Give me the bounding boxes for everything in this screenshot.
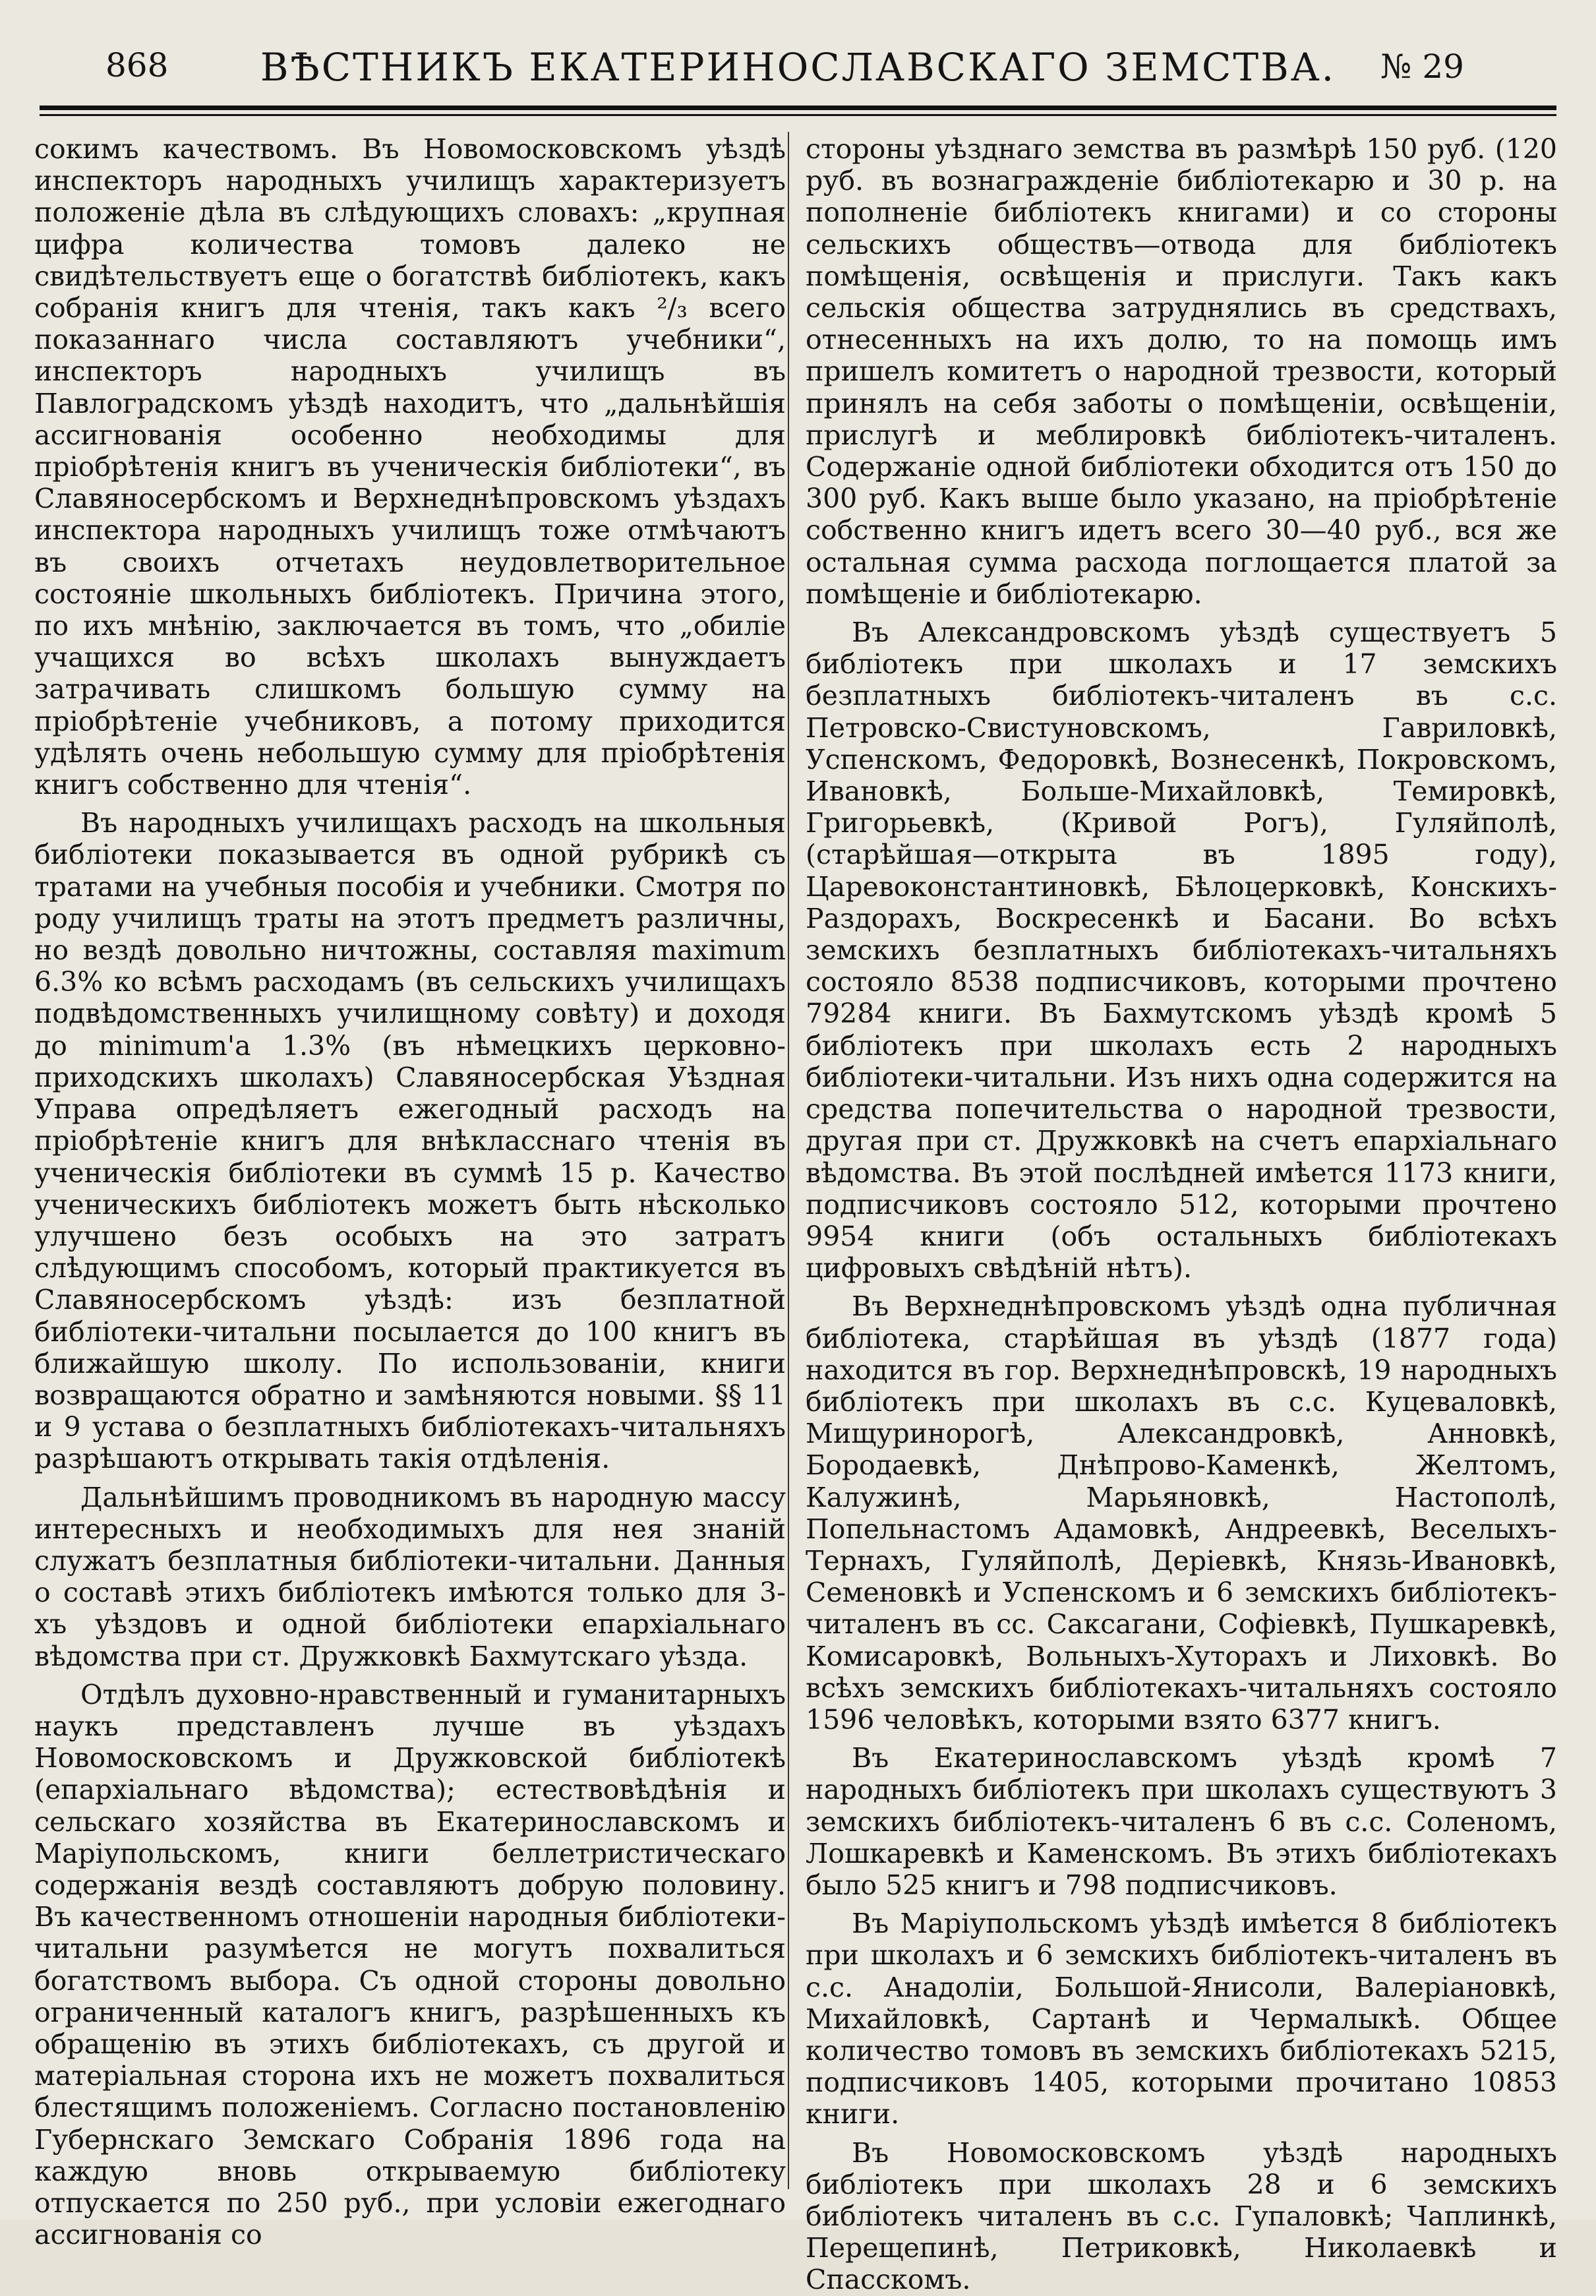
column-divider: [788, 132, 789, 2189]
right-column: [806, 133, 1557, 2296]
paragraph: Отдѣлъ духовно-нравственный и гуманитарныхъ наукъ представленъ лучше въ уѣздахъ Новомосковскомъ и Дружковской библіотекѣ (епархіальнаго вѣдомства); естествовѣдѣнія и сельскаго хозяйства въ Екатеринославскомъ и Маріупольскомъ, книги беллетристическаго содержанія вездѣ составляютъ добрую половину. Въ качественномъ отношеніи народныя библіотеки-читальни разумѣется не могутъ похвалиться богатствомъ выбора. Съ одной стороны довольно ограниченный каталогъ книгъ, разрѣшенныхъ къ обращенію въ этихъ библіотекахъ, съ другой и матеріальная сторона ихъ не можетъ похвалиться блестящимъ положеніемъ. Согласно постановленію Губернскаго Земскаго Собранія 1896 года на каждую вновь открываемую библіотеку отпускается по 250 руб., при условіи ежегоднаго ассигнованія со: [34, 1678, 786, 2251]
paragraph: Въ Новомосковскомъ уѣздѣ народныхъ библіотекъ при школахъ 28 и 6 земскихъ библіотекъ читаленъ въ с.с. Гупаловкѣ; Чаплинкѣ, Перещепинѣ, Петриковкѣ, Николаевкѣ и Спасскомъ.: [806, 2136, 1557, 2296]
page-header: [40, 38, 1556, 104]
journal-title: ВѢСТНИКЪ ЕКАТЕРИНОСЛАВСКАГО ЗЕМСТВА.: [260, 45, 1336, 90]
paragraph: Въ Екатеринославскомъ уѣздѣ кромѣ 7 народныхъ библіотекъ при школахъ существуютъ 3 земскихъ библіотекъ-читаленъ 6 въ с.с. Соленомъ, Лошкаревкѣ и Каменскомъ. Въ этихъ библіотекахъ было 525 книгъ и 798 подписчиковъ.: [806, 1742, 1557, 1901]
paragraph: сокимъ качествомъ. Въ Новомосковскомъ уѣздѣ инспекторъ народныхъ училищъ характеризуетъ положеніе дѣла въ слѣдующихъ словахъ: „крупная цифра количества томовъ далеко не свидѣтельствуетъ еще о богатствѣ библіотекъ, какъ собранія книгъ для чтенія, такъ какъ ²/₃ всего показаннаго числа составляютъ учебники“, инспекторъ народныхъ училищъ въ Павлоградскомъ уѣздѣ находитъ, что „дальнѣйшія ассигнованія особенно необходимы для пріобрѣтенія книгъ въ ученическія библіотеки“, въ Славяносербскомъ и Верхнеднѣпровскомъ уѣздахъ инспектора народныхъ училищъ тоже отмѣчаютъ въ своихъ отчетахъ неудовлетворительное состояніе школьныхъ библіотекъ. Причина этого, по ихъ мнѣнію, заключается въ томъ, что „обиліе учащихся во всѣхъ школахъ вынуждаетъ затрачивать слишкомъ большую сумму на пріобрѣтеніе учебниковъ, а потому приходится удѣлять очень небольшую сумму для пріобрѣтенія книгъ собственно для чтенія“.: [34, 133, 786, 801]
paragraph: стороны уѣзднаго земства въ размѣрѣ 150 руб. (120 руб. въ вознагражденіе библіотекарю и 30 р. на пополненіе библіотекъ книгами) и со стороны сельскихъ обществъ—отвода для библіотекъ помѣщенія, освѣщенія и прислуги. Такъ какъ сельскія общества затруднялись въ средствахъ, отнесенныхъ на ихъ долю, то на помощь имъ пришелъ комитетъ о народной трезвости, который принялъ на себя заботы о помѣщеніи, освѣщеніи, прислугѣ и меблировкѣ библіотекъ-читаленъ. Содержаніе одной библіотеки обходится отъ 150 до 300 руб. Какъ выше было указано, на пріобрѣтеніе собственно книгъ идетъ всего 30—40 руб., вся же остальная сумма расхода поглощается платой за помѣщеніе и библіотекарю.: [806, 133, 1557, 610]
header-rule: [40, 106, 1556, 116]
left-column: [34, 133, 786, 2251]
page-number: 868: [105, 46, 169, 84]
paragraph: Въ Александровскомъ уѣздѣ существуетъ 5 библіотекъ при школахъ и 17 земскихъ безплатныхъ библіотекъ-читаленъ въ с.с. Петровско-Свистуновскомъ, Гавриловкѣ, Успенскомъ, Федоровкѣ, Вознесенкѣ, Покровскомъ, Ивановкѣ, Больше-Михайловкѣ, Темировкѣ, Григорьевкѣ, (Кривой Рогъ), Гуляйполѣ, (старѣйшая—открыта въ 1895 году), Царевоконстантиновкѣ, Бѣлоцерковкѣ, Конскихъ-Раздорахъ, Воскресенкѣ и Басани. Во всѣхъ земскихъ безплатныхъ библіотекахъ-читальняхъ состояло 8538 подписчиковъ, которыми прочтено 79284 книги. Въ Бахмутскомъ уѣздѣ кромѣ 5 библіотекъ при школахъ есть 2 народныхъ библіотеки-читальни. Изъ нихъ одна содержится на средства попечительства о народной трезвости, другая при ст. Дружковкѣ на счетъ епархіальнаго вѣдомства. Въ этой послѣдней имѣется 1173 книги, подписчиковъ состояло 512, которыми прочтено 9954 книги (объ остальныхъ библіотекахъ цифровыхъ свѣдѣній нѣтъ).: [806, 617, 1557, 1284]
issue-number: № 29: [1380, 47, 1464, 86]
paragraph: Въ народныхъ училищахъ расходъ на школьныя библіотеки показывается въ одной рубрикѣ съ тратами на учебныя пособія и учебники. Смотря по роду училищъ траты на этотъ предметъ различны, но вездѣ довольно ничтожны, составляя maximum 6.3% ко всѣмъ расходамъ (въ сельскихъ училищахъ подвѣдомственныхъ училищному совѣту) и доходя до minimum'а 1.3% (въ нѣмецкихъ церковно-приходскихъ школахъ) Славяносербская Уѣздная Управа опредѣляетъ ежегодный расходъ на пріобрѣтеніе книгъ для внѣкласснаго чтенія въ ученическія библіотеки въ суммѣ 15 р. Качество ученическихъ библіотекъ можетъ быть нѣсколько улучшено безъ особыхъ на это затратъ слѣдующимъ способомъ, который практикуется въ Славяносербскомъ уѣздѣ: изъ безплатной библіотеки-читальни посылается до 100 книгъ въ ближайшую школу. По использованіи, книги возвращаются обратно и замѣняются новыми. §§ 11 и 9 устава о безплатныхъ библіотекахъ-читальняхъ разрѣшаютъ открывать такія отдѣленія.: [34, 807, 786, 1475]
paragraph: Дальнѣйшимъ проводникомъ въ народную массу интересныхъ и необходимыхъ для нея знаній служатъ безплатныя библіотеки-читальни. Данныя о составѣ этихъ библіотекъ имѣются только для 3-хъ уѣздовъ и одной библіотеки епархіальнаго вѣдомства при ст. Дружковкѣ Бахмутскаго уѣзда.: [34, 1481, 786, 1672]
paragraph: Въ Маріупольскомъ уѣздѣ имѣется 8 библіотекъ при школахъ и 6 земскихъ библіотекъ-читаленъ въ с.с. Анадоліи, Большой-Янисоли, Валеріановкѣ, Михайловкѣ, Сартанѣ и Чермалыкѣ. Общее количество томовъ въ земскихъ библіотекахъ 5215, подписчиковъ 1405, которыми прочитано 10853 книги.: [806, 1908, 1557, 2130]
paragraph: Въ Верхнеднѣпровскомъ уѣздѣ одна публичная библіотека, старѣйшая въ уѣздѣ (1877 года) находится въ гор. Верхнеднѣпровскѣ, 19 народныхъ библіотекъ при школахъ въ с.с. Куцеваловкѣ, Мищуринорогѣ, Александровкѣ, Анновкѣ, Бородаевкѣ, Днѣпрово-Каменкѣ, Желтомъ, Калужинѣ, Марьяновкѣ, Настополѣ, Попельнастомъ Адамовкѣ, Андреевкѣ, Веселыхъ-Тернахъ, Гуляйполѣ, Деріевкѣ, Князь-Ивановкѣ, Семеновкѣ и Успенскомъ и 6 земскихъ библіотекъ-читаленъ въ сс. Саксагани, Софіевкѣ, Пушкаревкѣ, Комисаровкѣ, Вольныхъ-Хуторахъ и Лиховкѣ. Во всѣхъ земскихъ библіотекахъ-читальняхъ состояло 1596 человѣкъ, которыми взято 6377 книгъ.: [806, 1290, 1557, 1736]
